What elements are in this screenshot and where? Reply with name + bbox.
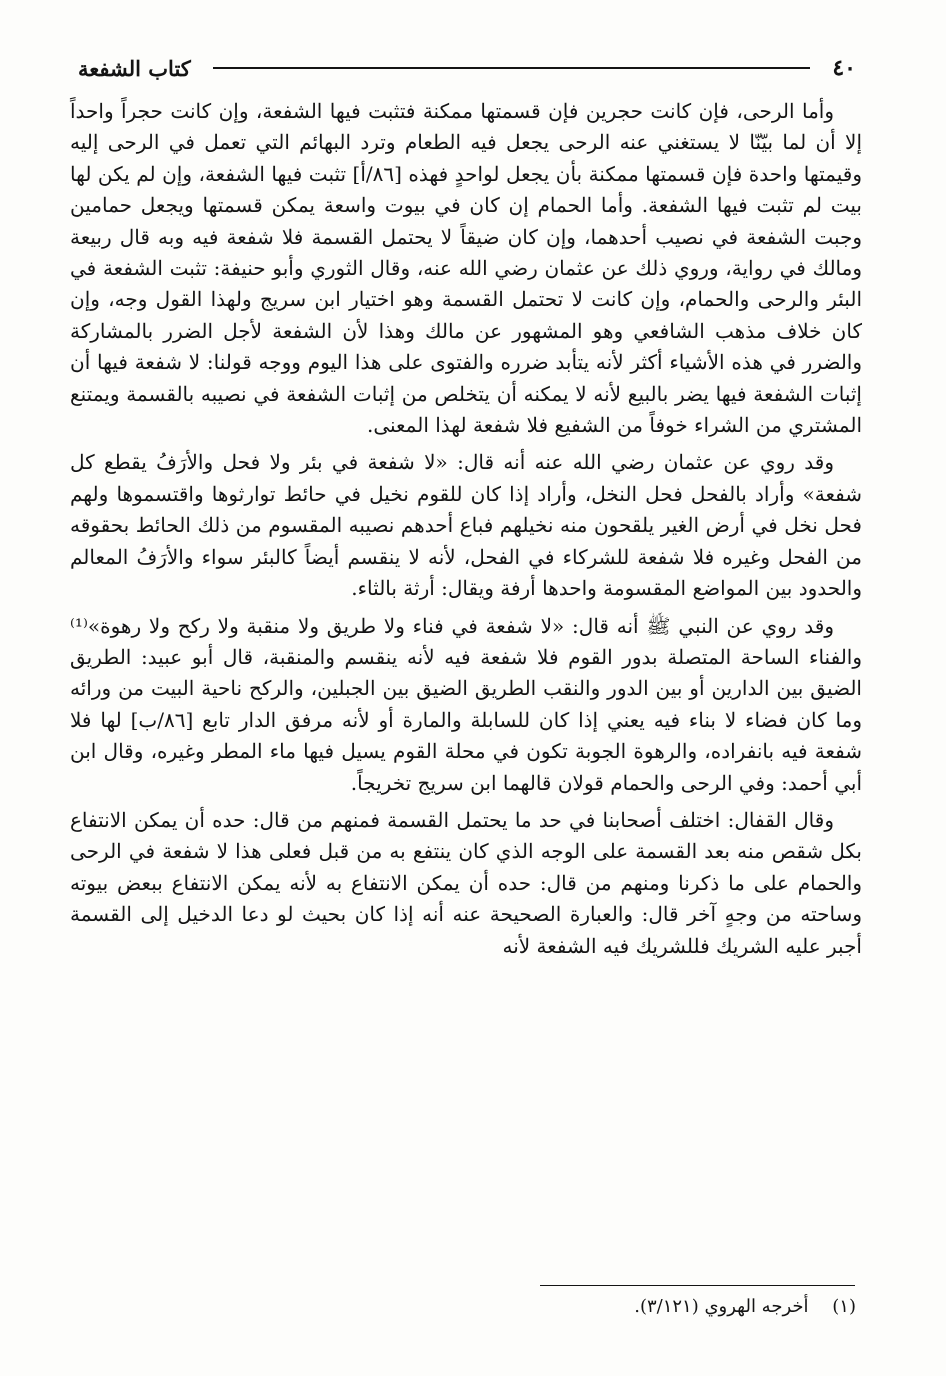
paragraph: وقد روي عن عثمان رضي الله عنه أنه قال: «لا شفعة في بئر ولا فحل والأرَفُ يقطع كل شفعة» وأراد بالفحل فحل النخل، وأراد إذا كان للقوم نخيل في حائط توارثوها واقتسموها ولهم فحل نخل في أرض الغير يلقحون منه نخيلهم فباع أحدهم نصيبه المقسوم من ذلك الحائط بحقوقه من الفحل وغيره فلا شفعة للشركاء في الفحل، لأنه لا ينقسم أيضاً كالبئر سواء والأرَفُ المعالم والحدود بين المواضع المقسومة واحدها أرفة ويقال: أرثة بالثاء. bbox=[70, 450, 862, 601]
running-title: كتاب الشفعة bbox=[78, 55, 191, 81]
paragraph: وقال القفال: اختلف أصحابنا في حد ما يحتمل القسمة فمنهم من قال: حده أن يمكن الانتفاع بكل شقص منه بعد القسمة على الوجه الذي كان ينتفع به من قبل فعلى هذا لا شفعة في الرحى والحمام على ما ذكرنا ومنهم من قال: حده أن يمكن الانتفاع به لأنه يمكن الانتفاع ببعض بيوته وساحته من وجهٍ آخر قال: والعبارة الصحيحة عنه أنه إذا كان بحيث لو دعا الدخيل إلى القسمة أجبر عليه الشريك فللشريك فيه الشفعة لأنه bbox=[70, 807, 862, 958]
page-header bbox=[78, 48, 856, 88]
paragraph: وأما الرحى، فإن كانت حجرين فإن قسمتها ممكنة فتثبت فيها الشفعة، وإن كانت حجراً واحداً إلا أن لما بيّنّا لا يستغني عنه الرحى يجعل فيه الطعام وترد البهائم التي تعمل في الرحى إليه وقيمتها واحدة فإن قسمتها ممكنة بأن يجعل لواحدٍ فهذه [٨٦/أ] تثبت فيها الشفعة، وإن لم يكن لها بيت لم تثبت فيها الشفعة. وأما الحمام إن كان في بيوت واسعة يمكن قسمتها ويجعل حمامين وجبت الشفعة في نصيب أحدهما، وإن كان ضيقاً لا يحتمل القسمة فلا شفعة فيه وبه قال ربيعة ومالك في رواية، وروي ذلك عن عثمان رضي الله عنه، وقال الثوري وأبو حنيفة: تثبت الشفعة في البئر والرحى والحمام، وإن كانت لا تحتمل القسمة وهو اختيار ابن سريج ولهذا القول وجه، وإن كان خلاف مذهب الشافعي وهو المشهور عن مالك وهذا لأن الشفعة لأجل الضرر بالمشاركة والضرر في هذه الأشياء أكثر لأنه يتأبد ضرره والفتوى على هذا اليوم ووجه قولنا: لا شفعة فيها أن إثبات الشفعة فيها يضر بالبيع لأنه لا يمكنه أن يتخلص من إثبات الشفعة في نصيبه بالقسمة ويمتنع المشتري من الشراء خوفاً من الشفيع فلا شفعة لهذا المعنى. bbox=[70, 99, 863, 438]
footnote bbox=[634, 1296, 856, 1317]
main-text bbox=[70, 96, 862, 968]
page-number: ٤٠ bbox=[832, 55, 856, 81]
footnote-separator bbox=[540, 1285, 855, 1286]
footnote-number: (١) bbox=[832, 1296, 856, 1317]
footnote-text: أخرجه الهروي (٣/١٢١). bbox=[634, 1296, 809, 1317]
header-rule bbox=[213, 67, 811, 69]
paragraph: وقد روي عن النبي ﷺ أنه قال: «لا شفعة في فناء ولا طريق ولا منقبة ولا ركح ولا رهوة»⁽¹⁾ والفناء الساحة المتصلة بدور القوم فلا شفعة فيه لأنه ينقسم والمنقبة، قال أبو عبيد: الطريق الضيق بين الدارين أو بين الدور والنقب الطريق الضيق بين الجبلين، والركح ناحية البيت من ورائه وما كان فضاء لا بناء فيه يعني إذا كان للسابلة والمارة أو لأنه مرفق الدار تابع [٨٦/ب] لها فلا شفعة فيه بانفراده، والرهوة الجوبة تكون في محلة القوم يسيل فيها ماء المطر وغيره، وقال ابن أبي أحمد: وفي الرحى والحمام قولان قالهما ابن سريج تخريجاً. bbox=[70, 613, 862, 795]
